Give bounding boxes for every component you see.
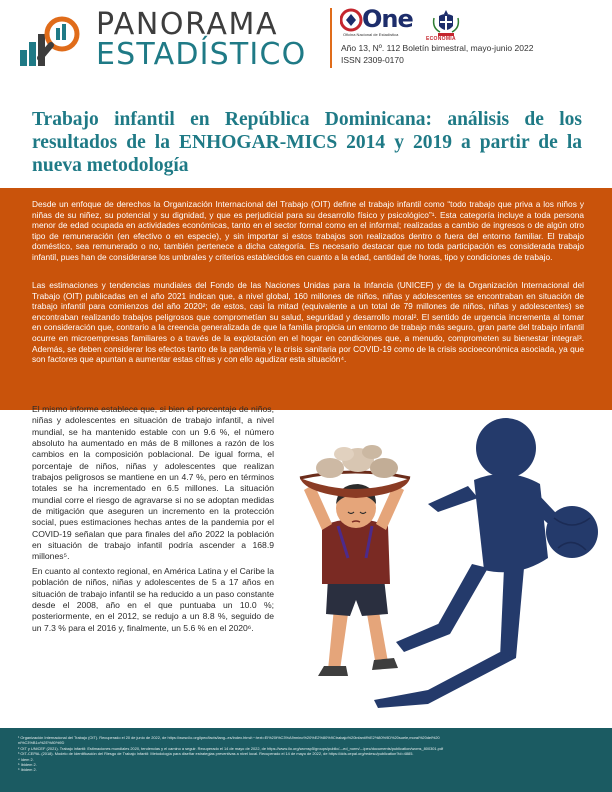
brand-title-line2: ESTADÍSTICO: [96, 37, 307, 72]
footnote-4: ⁴ Idem 2.: [18, 757, 34, 762]
shadow-ball: [546, 506, 598, 558]
footnote-3: ³ OIT-CEPAL (2018). Modelo de Identificación del Riesgo de Trabajo Infantil: Metodología para diseñar estrategias preventivas a nivel local. Recuperado el 14 de mayo de 2022, de https://dds.cepal.org/redeso/publication?id=4885.: [18, 751, 414, 756]
intro-paragraph-1: Desde un enfoque de derechos la Organización Internacional del Trabajo (OIT) define el trabajo infantil como “todo trabajo que priva a los niños y niñas de su niñez, su potencial y su dignidad, y que es perjudicial para su desarrollo físico y psicológico”¹. Esta categoría incluye a toda persona menor de edad ocupada en actividades económicas, tanto en el sector formal como en el informal; realizadas a cambio de ingresos o de algún otro tipo de remuneración (en efectivo o en especie), y sin importar si estos trabajos son realizados dentro o fuera del entorno familiar. El trabajo doméstico, sea remunerado o no, también pertenece a dicha categoría. Es necesario destacar que no toda participación es considerada trabajo infantil, pues han de considerarse los umbrales y criterios establecidos en cuanto a la edad, cantidad de horas, tipo y condiciones de trabajo.: [32, 199, 584, 262]
footnote-1: ¹ Organización Internacional del Trabajo (OIT). Recuperado el 20 de junio de 2022, de https://www.ilo.org/ipec/facts/lang--es/index.htm#:~:text=El%20t%C3%A9rmino%20%E2%80%9Ctrabajo%20infantil%E2%80%9D%20suele,moral%20del%20: [18, 735, 440, 740]
coat-of-arms-icon: [430, 8, 462, 38]
footnote-1-continued: ni%C3%B1o%2E%80%9D: [18, 740, 65, 745]
intro-paragraph-2: Las estimaciones y tendencias mundiales del Fondo de las Naciones Unidas para la Infancia (UNICEF) y de la Organización Internacional del Trabajo (OIT) publicadas en el año 2021 indican que, a nivel global, 160 millones de niños, niñas y adolescentes se encontraban en situación de trabajo infantil para comienzos del año 2020²; de estos, casi la mitad (equivalente a un total de 79 millones de niños, niñas y adolescentes) se encontraban realizando trabajos peligrosos que comprometían su salud, seguridad y desarrollo moral². El sentido de urgencia incrementa al tomar en consideración que, contrario a la creencia generalizada de que la familia propicia un entorno de trabajo más seguro, gran parte del trabajo infantil ocurre en microempresas familiares o a través de la explotación en el hogar en condiciones que, a menudo, comprometen su bienestar integral³. Además, se deben considerar los efectos tanto de la pandemia y la crisis sanitaria por COVID-19 como de la crisis socioeconómica asociada, ya que son factores que apuntan a aumentar estas cifras y con ello agudizar esta situación⁴.: [32, 280, 584, 365]
issn: ISSN 2309-0170: [341, 55, 404, 65]
header-divider: [330, 8, 332, 68]
child-labor-illustration: [278, 408, 612, 713]
footnote-2: ² OIT y UNICEF (2021). Trabajo infantil: Estimaciones mundiales 2020, tendencias y el camino a seguir. Recuperado el 14 de mayo de 2022, de https://www.ilo.org/wcmsp5/groups/public/---ed_norm/---ipec/documents/publication/wcms_800301.pdf: [18, 746, 444, 751]
magnifier-bar-chart-icon: [20, 14, 90, 66]
footnote-5: ⁵ Ibidem 2.: [18, 762, 37, 767]
article-title: Trabajo infantil en República Dominicana: análisis de los resultados de la ENHOGAR-MICS 2014 y 2019 a partir de la nueva metodología: [32, 109, 582, 176]
one-logo-subtitle: Oficina Nacional de Estadística: [343, 32, 399, 37]
one-logo-text: One: [362, 5, 413, 33]
shadow-child-figure: [374, 418, 570, 708]
footnote-6: ⁶ Ibidem 2.: [18, 767, 37, 772]
brand-title-line1: PANORAMA: [96, 7, 279, 42]
body-paragraph-2: En cuanto al contexto regional, en América Latina y el Caribe la población de niños, niñas y adolescentes de 5 a 17 años en situación de trabajo infantil se ha reducido a un paso constante desde el 2008, año en el que puntuaba un 10.0 %; posteriormente, en el 2012, se redujo a un 8.8 %, seguido de un 7.3 % para el 2016 y, finalmente, un 5.6 % en el 2020⁶.: [32, 566, 274, 633]
body-paragraph-1: El mismo informe establece que, si bien el porcentaje de niños, niñas y adolescentes en situación de trabajo infantil, a nivel mundial, se ha mantenido estable con un 9.6 %, el número absoluto ha aumentado en más de 8 millones a razón de los cambios en la composición poblacional. De igual forma, el porcentaje de niños, niñas y adolescentes que realizan trabajos peligrosos se mantiene en un 4.7 %, pero en términos totales se ha incrementado en 6.5 millones. La situación mundial corre el riesgo de agravarse si no se adoptan medidas de mitigación que aseguren un incremento en la protección social, pues estimaciones hechas antes de la pandemia por el COVID-19 señalan que para finales del año 2022 la población en situación de trabajo infantil podría ascender a 168.9 millones⁵.: [32, 404, 274, 562]
working-child-figure: [300, 445, 410, 676]
economia-label: ECONOMÍA: [426, 36, 456, 42]
issue-info: Año 13, Nº. 112 Boletín bimestral, mayo-junio 2022: [341, 43, 534, 53]
